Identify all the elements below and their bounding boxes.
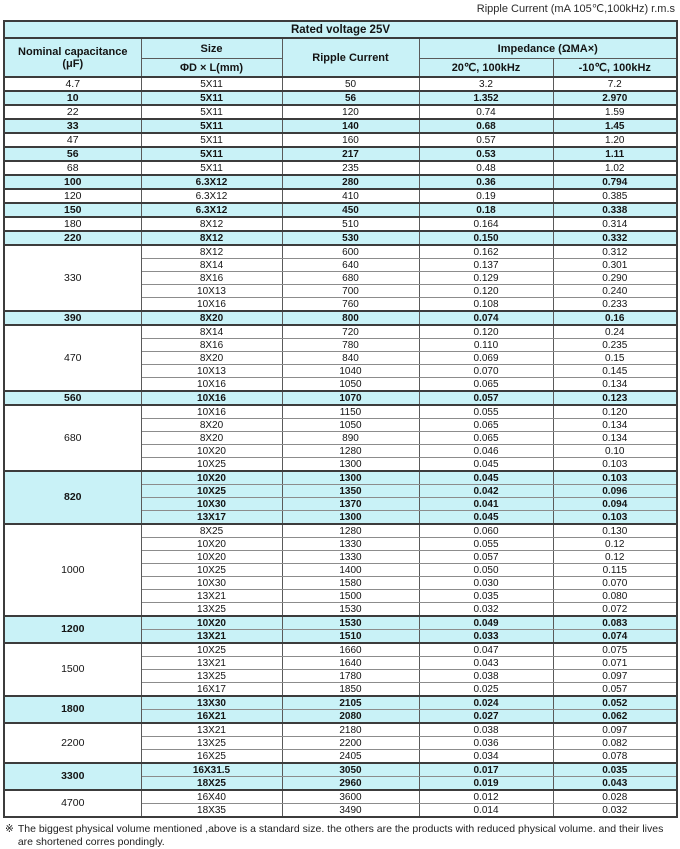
size-cell: 13X21 (141, 723, 282, 737)
impedance-minus10c-cell: 0.103 (553, 458, 677, 472)
impedance-minus10c-cell: 0.235 (553, 339, 677, 352)
impedance-minus10c-cell: 0.028 (553, 790, 677, 804)
impedance-20c-cell: 0.046 (419, 445, 553, 458)
size-cell: 10X20 (141, 538, 282, 551)
impedance-minus10c-cell: 0.071 (553, 657, 677, 670)
ripple-current-cell: 1640 (282, 657, 419, 670)
size-cell: 8X12 (141, 217, 282, 231)
size-cell: 16X31.5 (141, 763, 282, 777)
impedance-minus10c-cell: 0.094 (553, 498, 677, 511)
impedance-minus10c-cell: 0.10 (553, 445, 677, 458)
ripple-current-cell: 840 (282, 352, 419, 365)
ripple-current-cell: 1300 (282, 458, 419, 472)
size-cell: 10X20 (141, 616, 282, 630)
impedance-minus10c-cell: 0.332 (553, 231, 677, 245)
impedance-minus10c-cell: 0.130 (553, 524, 677, 538)
impedance-minus10c-cell: 2.970 (553, 91, 677, 105)
size-cell: 10X20 (141, 551, 282, 564)
impedance-minus10c-cell: 0.240 (553, 285, 677, 298)
impedance-minus10c-cell: 0.096 (553, 485, 677, 498)
ripple-current-cell: 2960 (282, 777, 419, 791)
impedance-20c-cell: 0.57 (419, 133, 553, 147)
ripple-current-cell: 235 (282, 161, 419, 175)
size-cell: 10X25 (141, 643, 282, 657)
impedance-20c-cell: 0.050 (419, 564, 553, 577)
impedance-minus10c-cell: 0.301 (553, 259, 677, 272)
impedance-minus10c-cell: 0.062 (553, 710, 677, 724)
impedance-minus10c-cell: 0.290 (553, 272, 677, 285)
impedance-20c-cell: 0.74 (419, 105, 553, 119)
col-header-capacitance (4, 38, 141, 77)
impedance-minus10c-cell: 0.070 (553, 577, 677, 590)
ripple-current-cell: 280 (282, 175, 419, 189)
size-cell: 5X11 (141, 119, 282, 133)
size-cell: 5X11 (141, 147, 282, 161)
impedance-minus10c-cell: 1.20 (553, 133, 677, 147)
impedance-20c-cell: 0.162 (419, 245, 553, 259)
impedance-minus10c-cell: 0.134 (553, 419, 677, 432)
capacitance-cell: 120 (4, 189, 141, 203)
impedance-minus10c-cell: 0.103 (553, 511, 677, 525)
ripple-current-cell: 1510 (282, 630, 419, 644)
size-cell: 5X11 (141, 133, 282, 147)
size-cell: 5X11 (141, 77, 282, 91)
capacitance-cell: 560 (4, 391, 141, 405)
table-row (4, 405, 677, 419)
ripple-current-cell: 2180 (282, 723, 419, 737)
impedance-minus10c-cell: 0.15 (553, 352, 677, 365)
size-cell: 8X16 (141, 272, 282, 285)
ripple-current-cell: 2200 (282, 737, 419, 750)
capacitance-cell: 3300 (4, 763, 141, 790)
table-row (4, 311, 677, 325)
size-cell: 8X25 (141, 524, 282, 538)
ripple-current-cell: 640 (282, 259, 419, 272)
ripple-current-cell: 140 (282, 119, 419, 133)
ripple-current-cell: 510 (282, 217, 419, 231)
table-row (4, 77, 677, 91)
impedance-20c-cell: 0.68 (419, 119, 553, 133)
size-cell: 13X21 (141, 590, 282, 603)
impedance-20c-cell: 0.047 (419, 643, 553, 657)
ripple-current-cell: 800 (282, 311, 419, 325)
impedance-20c-cell: 0.035 (419, 590, 553, 603)
impedance-minus10c-cell: 7.2 (553, 77, 677, 91)
impedance-20c-cell: 0.065 (419, 419, 553, 432)
impedance-20c-cell: 0.18 (419, 203, 553, 217)
capacitance-cell: 4700 (4, 790, 141, 817)
size-cell: 13X21 (141, 657, 282, 670)
impedance-minus10c-cell: 0.103 (553, 471, 677, 485)
ripple-current-cell: 1580 (282, 577, 419, 590)
size-cell: 10X25 (141, 485, 282, 498)
impedance-20c-cell: 0.030 (419, 577, 553, 590)
table-row (4, 189, 677, 203)
ripple-current-cell: 1660 (282, 643, 419, 657)
table-row (4, 391, 677, 405)
ripple-current-cell: 1400 (282, 564, 419, 577)
capacitance-cell: 100 (4, 175, 141, 189)
size-cell: 6.3X12 (141, 203, 282, 217)
impedance-minus10c-cell: 0.24 (553, 325, 677, 339)
size-cell: 10X30 (141, 577, 282, 590)
impedance-minus10c-cell: 0.075 (553, 643, 677, 657)
size-cell: 8X14 (141, 259, 282, 272)
ripple-current-cell: 1280 (282, 524, 419, 538)
impedance-20c-cell: 0.065 (419, 432, 553, 445)
impedance-20c-cell: 0.120 (419, 285, 553, 298)
ripple-current-cell: 217 (282, 147, 419, 161)
col-header-ripple-current: Ripple Current (282, 38, 419, 77)
impedance-minus10c-cell: 1.59 (553, 105, 677, 119)
table-row (4, 524, 677, 538)
capacitance-cell: 330 (4, 245, 141, 311)
impedance-20c-cell: 0.042 (419, 485, 553, 498)
size-cell: 8X16 (141, 339, 282, 352)
table-row (4, 231, 677, 245)
capacitance-cell: 150 (4, 203, 141, 217)
capacitor-spec-table (3, 20, 678, 818)
impedance-minus10c-cell: 0.338 (553, 203, 677, 217)
impedance-20c-cell: 0.065 (419, 378, 553, 392)
ripple-current-cell: 3490 (282, 804, 419, 818)
ripple-current-cell: 2405 (282, 750, 419, 764)
impedance-20c-cell: 0.043 (419, 657, 553, 670)
ripple-current-cell: 1530 (282, 616, 419, 630)
size-cell: 10X25 (141, 458, 282, 472)
ripple-current-cell: 700 (282, 285, 419, 298)
impedance-20c-cell: 0.070 (419, 365, 553, 378)
ripple-current-cell: 1530 (282, 603, 419, 617)
impedance-minus10c-cell: 0.12 (553, 551, 677, 564)
impedance-20c-cell: 0.060 (419, 524, 553, 538)
impedance-20c-cell: 0.012 (419, 790, 553, 804)
table-title-row (4, 21, 677, 38)
impedance-minus10c-cell: 0.134 (553, 432, 677, 445)
size-cell: 8X20 (141, 419, 282, 432)
ripple-current-cell: 1370 (282, 498, 419, 511)
impedance-minus10c-cell: 0.032 (553, 804, 677, 818)
table-header (4, 21, 677, 77)
size-cell: 10X13 (141, 285, 282, 298)
impedance-20c-cell: 0.108 (419, 298, 553, 312)
impedance-minus10c-cell: 0.123 (553, 391, 677, 405)
table-row (4, 91, 677, 105)
impedance-20c-cell: 0.057 (419, 391, 553, 405)
impedance-20c-cell: 0.033 (419, 630, 553, 644)
impedance-minus10c-cell: 0.097 (553, 670, 677, 683)
size-cell: 6.3X12 (141, 175, 282, 189)
col-header-size: Size (141, 38, 282, 59)
ripple-current-cell: 600 (282, 245, 419, 259)
size-cell: 13X17 (141, 511, 282, 525)
impedance-minus10c-cell: 0.12 (553, 538, 677, 551)
capacitance-cell: 470 (4, 325, 141, 391)
size-cell: 8X14 (141, 325, 282, 339)
impedance-20c-cell: 0.024 (419, 696, 553, 710)
ripple-current-cell: 1780 (282, 670, 419, 683)
ripple-current-cell: 530 (282, 231, 419, 245)
impedance-20c-cell: 0.038 (419, 723, 553, 737)
impedance-20c-cell: 0.041 (419, 498, 553, 511)
ripple-current-cell: 720 (282, 325, 419, 339)
ripple-current-cell: 780 (282, 339, 419, 352)
col-header-capacitance-line1: Nominal capacitance (18, 45, 128, 58)
capacitance-cell: 1000 (4, 524, 141, 616)
impedance-20c-cell: 0.53 (419, 147, 553, 161)
capacitance-cell: 1800 (4, 696, 141, 723)
impedance-minus10c-cell: 0.083 (553, 616, 677, 630)
table-row (4, 471, 677, 485)
impedance-minus10c-cell: 0.145 (553, 365, 677, 378)
ripple-current-cell: 1070 (282, 391, 419, 405)
size-cell: 10X16 (141, 298, 282, 312)
size-cell: 18X25 (141, 777, 282, 791)
impedance-20c-cell: 0.055 (419, 405, 553, 419)
table-row (4, 105, 677, 119)
impedance-minus10c-cell: 0.043 (553, 777, 677, 791)
size-cell: 8X20 (141, 352, 282, 365)
table-row (4, 119, 677, 133)
capacitance-cell: 33 (4, 119, 141, 133)
capacitance-cell: 2200 (4, 723, 141, 763)
impedance-20c-cell: 0.055 (419, 538, 553, 551)
table-row (4, 643, 677, 657)
impedance-20c-cell: 0.045 (419, 458, 553, 472)
size-cell: 10X20 (141, 471, 282, 485)
impedance-20c-cell: 0.027 (419, 710, 553, 724)
capacitance-cell: 10 (4, 91, 141, 105)
impedance-20c-cell: 0.069 (419, 352, 553, 365)
ripple-current-cell: 1300 (282, 471, 419, 485)
impedance-minus10c-cell: 0.16 (553, 311, 677, 325)
impedance-minus10c-cell: 0.078 (553, 750, 677, 764)
size-cell: 13X25 (141, 670, 282, 683)
impedance-minus10c-cell: 0.233 (553, 298, 677, 312)
capacitance-cell: 22 (4, 105, 141, 119)
capacitance-cell: 68 (4, 161, 141, 175)
size-cell: 5X11 (141, 161, 282, 175)
capacitance-cell: 820 (4, 471, 141, 524)
ripple-current-cell: 120 (282, 105, 419, 119)
table-row (4, 133, 677, 147)
ripple-current-cell: 1050 (282, 378, 419, 392)
impedance-20c-cell: 0.074 (419, 311, 553, 325)
impedance-minus10c-cell: 0.385 (553, 189, 677, 203)
ripple-current-cell: 1150 (282, 405, 419, 419)
impedance-20c-cell: 0.049 (419, 616, 553, 630)
ripple-current-cell: 1330 (282, 551, 419, 564)
size-cell: 10X20 (141, 445, 282, 458)
size-cell: 6.3X12 (141, 189, 282, 203)
impedance-minus10c-cell: 1.45 (553, 119, 677, 133)
ripple-current-cell: 160 (282, 133, 419, 147)
ripple-current-cell: 50 (282, 77, 419, 91)
impedance-20c-cell: 0.019 (419, 777, 553, 791)
capacitance-cell: 1500 (4, 643, 141, 696)
impedance-minus10c-cell: 0.115 (553, 564, 677, 577)
impedance-20c-cell: 0.014 (419, 804, 553, 818)
ripple-current-cell: 1050 (282, 419, 419, 432)
size-cell: 10X30 (141, 498, 282, 511)
size-cell: 16X21 (141, 710, 282, 724)
impedance-20c-cell: 0.034 (419, 750, 553, 764)
size-cell: 13X25 (141, 603, 282, 617)
col-header-impedance: Impedance (ΩMA×) (419, 38, 677, 59)
ripple-current-cell: 1040 (282, 365, 419, 378)
impedance-20c-cell: 3.2 (419, 77, 553, 91)
table-row (4, 161, 677, 175)
impedance-minus10c-cell: 0.120 (553, 405, 677, 419)
impedance-20c-cell: 1.352 (419, 91, 553, 105)
impedance-minus10c-cell: 1.11 (553, 147, 677, 161)
size-cell: 5X11 (141, 91, 282, 105)
size-cell: 8X12 (141, 245, 282, 259)
impedance-minus10c-cell: 1.02 (553, 161, 677, 175)
impedance-minus10c-cell: 0.080 (553, 590, 677, 603)
impedance-minus10c-cell: 0.057 (553, 683, 677, 697)
table-row (4, 217, 677, 231)
table-row (4, 245, 677, 259)
footnote (3, 818, 667, 849)
ripple-current-cell: 1300 (282, 511, 419, 525)
impedance-20c-cell: 0.038 (419, 670, 553, 683)
impedance-20c-cell: 0.120 (419, 325, 553, 339)
size-cell: 13X30 (141, 696, 282, 710)
ripple-current-cell: 450 (282, 203, 419, 217)
size-cell: 13X21 (141, 630, 282, 644)
table-row (4, 763, 677, 777)
ripple-current-cell: 3600 (282, 790, 419, 804)
size-cell: 18X35 (141, 804, 282, 818)
impedance-minus10c-cell: 0.082 (553, 737, 677, 750)
table-row (4, 175, 677, 189)
impedance-minus10c-cell: 0.097 (553, 723, 677, 737)
ripple-current-cell: 3050 (282, 763, 419, 777)
impedance-minus10c-cell: 0.072 (553, 603, 677, 617)
col-header-impedance-minus10c: -10℃, 100kHz (553, 59, 677, 78)
size-cell: 8X12 (141, 231, 282, 245)
impedance-minus10c-cell: 0.312 (553, 245, 677, 259)
size-cell: 10X16 (141, 378, 282, 392)
capacitance-cell: 180 (4, 217, 141, 231)
impedance-20c-cell: 0.036 (419, 737, 553, 750)
table-body (4, 77, 677, 817)
size-cell: 10X16 (141, 391, 282, 405)
size-cell: 10X13 (141, 365, 282, 378)
size-cell: 13X25 (141, 737, 282, 750)
capacitance-cell: 390 (4, 311, 141, 325)
size-cell: 10X25 (141, 564, 282, 577)
impedance-minus10c-cell: 0.052 (553, 696, 677, 710)
impedance-minus10c-cell: 0.314 (553, 217, 677, 231)
impedance-20c-cell: 0.025 (419, 683, 553, 697)
ripple-current-caption: Ripple Current (mA 105℃,100kHz) r.m.s (476, 3, 675, 15)
footnote-text: The biggest physical volume mentioned ,above is a standard size. the others are the products with reduced physical volume. and their lives are shortened corres pondingly. (17, 823, 664, 848)
size-cell: 16X25 (141, 750, 282, 764)
footnote-marker: ※ (5, 823, 14, 835)
table-row (4, 147, 677, 161)
col-header-impedance-20c: 20℃, 100kHz (419, 59, 553, 78)
capacitance-cell: 56 (4, 147, 141, 161)
col-header-capacitance-line2: (μF) (62, 57, 84, 70)
table-row (4, 325, 677, 339)
ripple-current-cell: 680 (282, 272, 419, 285)
impedance-minus10c-cell: 0.134 (553, 378, 677, 392)
ripple-current-cell: 410 (282, 189, 419, 203)
impedance-20c-cell: 0.36 (419, 175, 553, 189)
impedance-20c-cell: 0.150 (419, 231, 553, 245)
ripple-current-cell: 1280 (282, 445, 419, 458)
impedance-minus10c-cell: 0.794 (553, 175, 677, 189)
capacitance-cell: 220 (4, 231, 141, 245)
capacitance-cell: 680 (4, 405, 141, 471)
impedance-20c-cell: 0.057 (419, 551, 553, 564)
table-row (4, 723, 677, 737)
ripple-current-cell: 2080 (282, 710, 419, 724)
impedance-20c-cell: 0.129 (419, 272, 553, 285)
ripple-current-cell: 2105 (282, 696, 419, 710)
col-header-size-dims: ΦD × L(mm) (141, 59, 282, 78)
ripple-current-cell: 56 (282, 91, 419, 105)
table-row (4, 790, 677, 804)
column-header-row (4, 38, 677, 59)
impedance-20c-cell: 0.017 (419, 763, 553, 777)
impedance-20c-cell: 0.045 (419, 511, 553, 525)
impedance-20c-cell: 0.164 (419, 217, 553, 231)
table-row (4, 203, 677, 217)
ripple-current-cell: 890 (282, 432, 419, 445)
ripple-current-cell: 1350 (282, 485, 419, 498)
impedance-20c-cell: 0.045 (419, 471, 553, 485)
capacitance-cell: 47 (4, 133, 141, 147)
ripple-current-cell: 760 (282, 298, 419, 312)
size-cell: 10X16 (141, 405, 282, 419)
impedance-minus10c-cell: 0.074 (553, 630, 677, 644)
size-cell: 8X20 (141, 432, 282, 445)
size-cell: 8X20 (141, 311, 282, 325)
table-row (4, 696, 677, 710)
impedance-20c-cell: 0.48 (419, 161, 553, 175)
capacitance-cell: 4.7 (4, 77, 141, 91)
impedance-minus10c-cell: 0.035 (553, 763, 677, 777)
table-row (4, 616, 677, 630)
impedance-20c-cell: 0.032 (419, 603, 553, 617)
ripple-current-cell: 1500 (282, 590, 419, 603)
impedance-20c-cell: 0.110 (419, 339, 553, 352)
ripple-current-cell: 1850 (282, 683, 419, 697)
size-cell: 5X11 (141, 105, 282, 119)
table-title: Rated voltage 25V (4, 21, 677, 38)
size-cell: 16X17 (141, 683, 282, 697)
impedance-20c-cell: 0.137 (419, 259, 553, 272)
impedance-20c-cell: 0.19 (419, 189, 553, 203)
size-cell: 16X40 (141, 790, 282, 804)
capacitance-cell: 1200 (4, 616, 141, 643)
ripple-current-cell: 1330 (282, 538, 419, 551)
